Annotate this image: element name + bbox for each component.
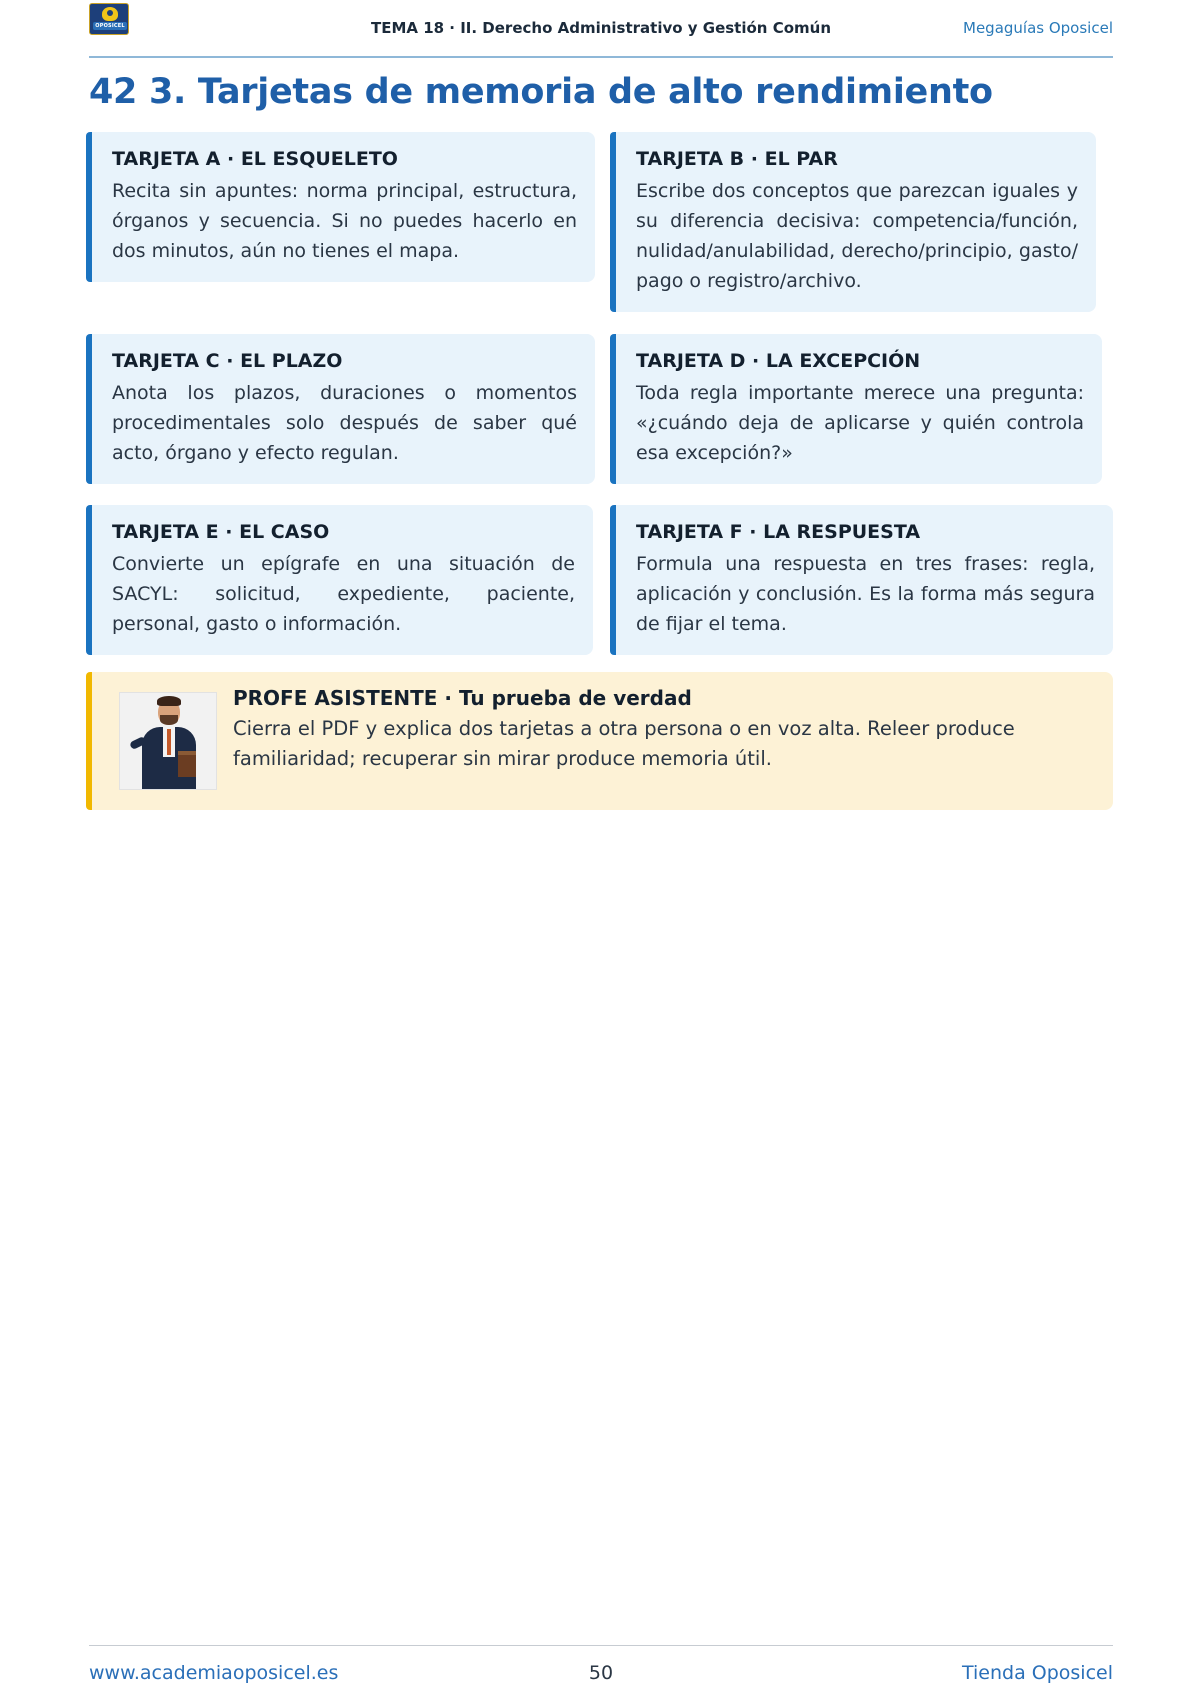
section-title: 42 3. Tarjetas de memoria de alto rendimiento xyxy=(89,72,993,112)
footer-store-link[interactable]: Tienda Oposicel xyxy=(961,1662,1113,1684)
header-brand: Megaguías Oposicel xyxy=(963,19,1113,37)
page-header xyxy=(89,0,1113,58)
logo-text: OPOSICEL xyxy=(93,22,127,30)
card-body: Recita sin apuntes: norma principal, estructura, órganos y secuencia. Si no puedes hacerlo en dos minutos, aún no tienes el mapa. xyxy=(112,180,577,262)
card-body: Toda regla importante merece una pregunta: «¿cuándo deja de aplicarse y quién controla esa excepción?» xyxy=(636,382,1084,464)
card-a xyxy=(86,132,595,282)
profe-asistente-callout xyxy=(86,672,1113,810)
card-title: TARJETA C · EL PLAZO xyxy=(112,350,343,372)
card-title: TARJETA A · EL ESQUELETO xyxy=(112,148,398,170)
card-body: Anota los plazos, duraciones o momentos procedimentales solo después de saber qué acto, órgano y efecto regulan. xyxy=(112,382,577,464)
card-body: Formula una respuesta en tres frases: regla, aplicación y conclusión. Es la forma más segura de fijar el tema. xyxy=(636,553,1095,635)
card-d xyxy=(610,334,1102,484)
card-c xyxy=(86,334,595,484)
card-body: Convierte un epígrafe en una situación de SACYL: solicitud, expediente, paciente, personal, gasto o información. xyxy=(112,553,575,635)
profe-body: Cierra el PDF y explica dos tarjetas a otra persona o en voz alta. Releer produce familiaridad; recuperar sin mirar produce memoria útil. xyxy=(233,717,1015,770)
books-icon xyxy=(178,751,196,777)
card-body: Escribe dos conceptos que parezcan iguales y su diferencia decisiva: competencia/función, nulidad/anulabilidad, derecho/principio, gasto/ pago o registro/archivo. xyxy=(636,180,1078,292)
card-title: TARJETA F · LA RESPUESTA xyxy=(636,521,921,543)
page-footer xyxy=(89,1645,1113,1696)
header-title: TEMA 18 · II. Derecho Administrativo y Gestión Común xyxy=(370,19,832,37)
card-f xyxy=(610,505,1113,655)
card-title: TARJETA E · EL CASO xyxy=(112,521,330,543)
card-e xyxy=(86,505,593,655)
card-title: TARJETA B · EL PAR xyxy=(636,148,838,170)
card-title: TARJETA D · LA EXCEPCIÓN xyxy=(636,350,921,372)
card-b xyxy=(610,132,1096,312)
footer-website-link[interactable]: www.academiaoposicel.es xyxy=(89,1662,339,1684)
page-number: 50 xyxy=(588,1662,614,1684)
teacher-avatar xyxy=(119,692,217,790)
profe-title: PROFE ASISTENTE · Tu prueba de verdad xyxy=(233,686,692,710)
